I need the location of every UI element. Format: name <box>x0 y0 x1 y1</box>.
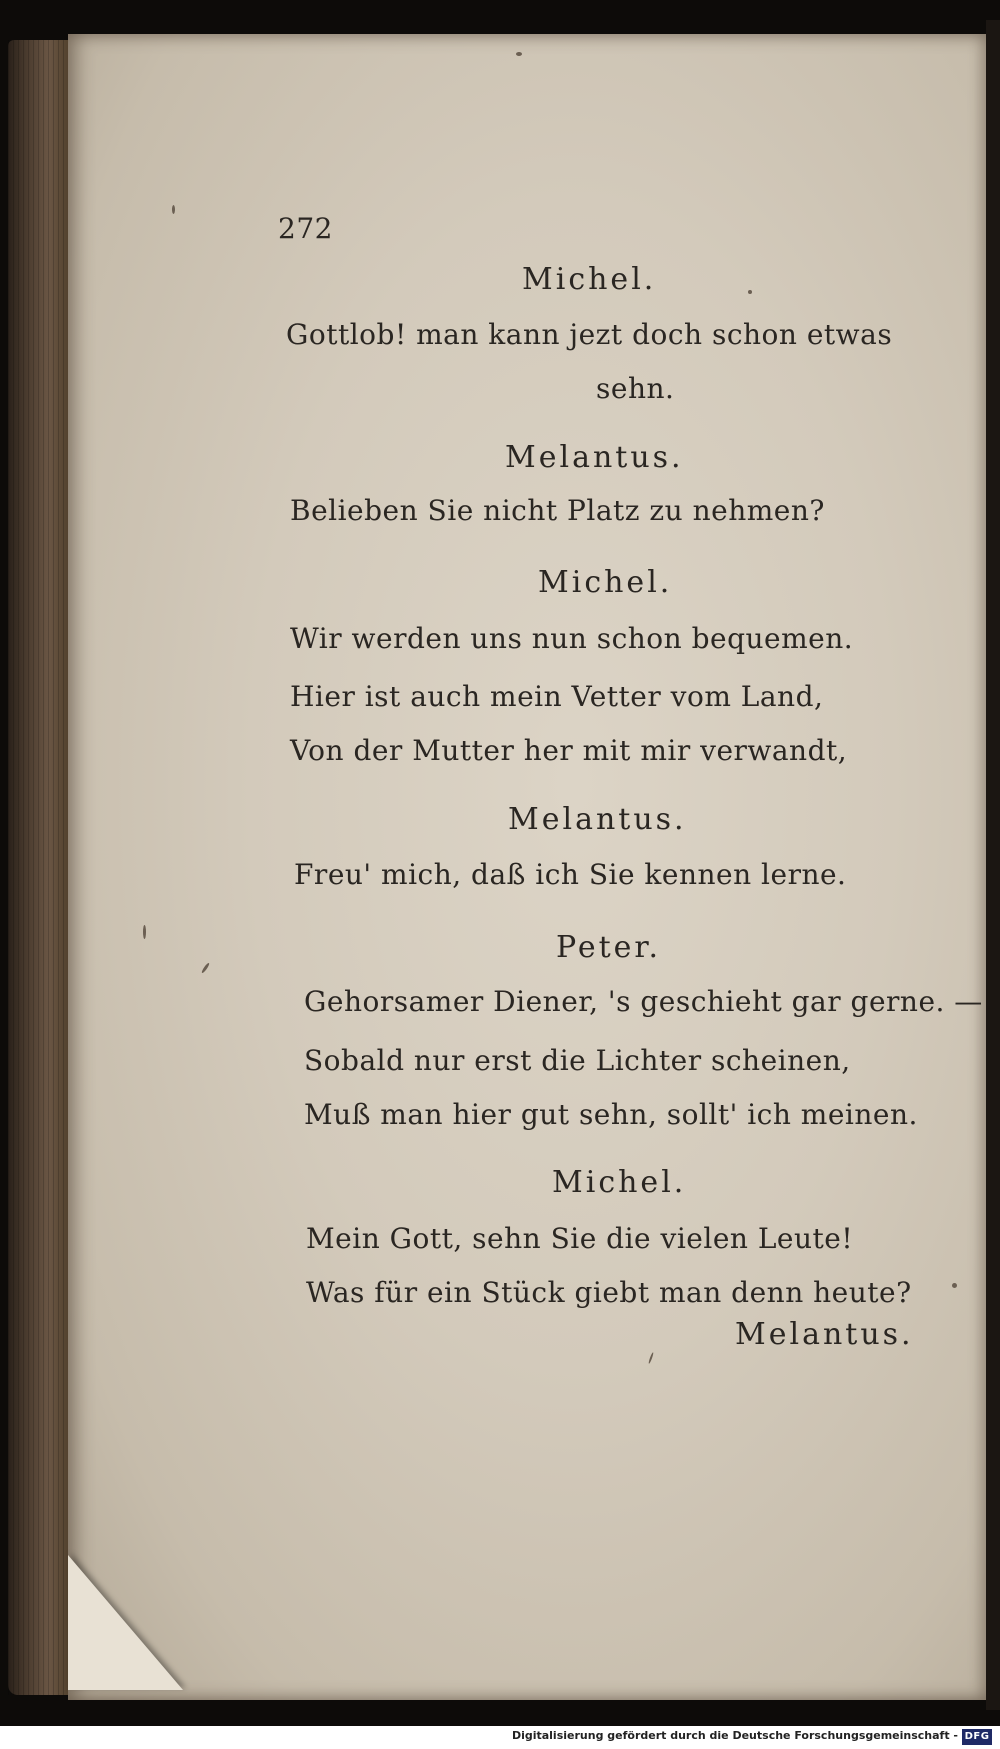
verse-line: Von der Mutter her mit mir verwandt, <box>290 734 848 767</box>
verse-line: Mein Gott, sehn Sie die vielen Leute! <box>306 1222 854 1255</box>
speaker-name: Melantus. <box>505 440 684 475</box>
verse-line: sehn. <box>596 372 675 405</box>
verse-line: Muß man hier gut sehn, sollt' ich meinen. <box>304 1098 918 1131</box>
verse-line: Gottlob! man kann jezt doch schon etwas <box>286 318 893 351</box>
speaker-name: Melantus. <box>735 1317 914 1352</box>
verse-line: Was für ein Stück giebt man denn heute? <box>306 1276 912 1309</box>
paper-speck <box>172 205 175 214</box>
paper-speck <box>952 1283 957 1288</box>
dfg-logo: DFG <box>962 1729 992 1745</box>
verse-line: Hier ist auch mein Vetter vom Land, <box>290 680 824 713</box>
folded-corner <box>68 1555 183 1690</box>
verse-line: Belieben Sie nicht Platz zu nehmen? <box>290 494 825 527</box>
speaker-name: Michel. <box>538 565 673 600</box>
speaker-name: Michel. <box>522 262 657 297</box>
page-number: 272 <box>278 212 333 245</box>
verse-line: Gehorsamer Diener, 's geschieht gar gerne. — <box>304 985 983 1018</box>
verse-line: Wir werden uns nun schon bequemen. <box>290 622 854 655</box>
verse-line: Sobald nur erst die Lichter scheinen, <box>304 1044 851 1077</box>
paper-speck <box>748 290 752 294</box>
digitization-credit: Digitalisierung gefördert durch die Deutsche Forschungsgemeinschaft - <box>511 1729 958 1742</box>
speaker-name: Melantus. <box>508 802 687 837</box>
speaker-name: Michel. <box>552 1165 687 1200</box>
book-right-edge <box>986 20 1000 1710</box>
paper-speck <box>516 52 522 56</box>
speaker-name: Peter. <box>556 930 661 965</box>
verse-line: Freu' mich, daß ich Sie kennen lerne. <box>294 858 847 891</box>
paper-speck <box>143 925 146 939</box>
